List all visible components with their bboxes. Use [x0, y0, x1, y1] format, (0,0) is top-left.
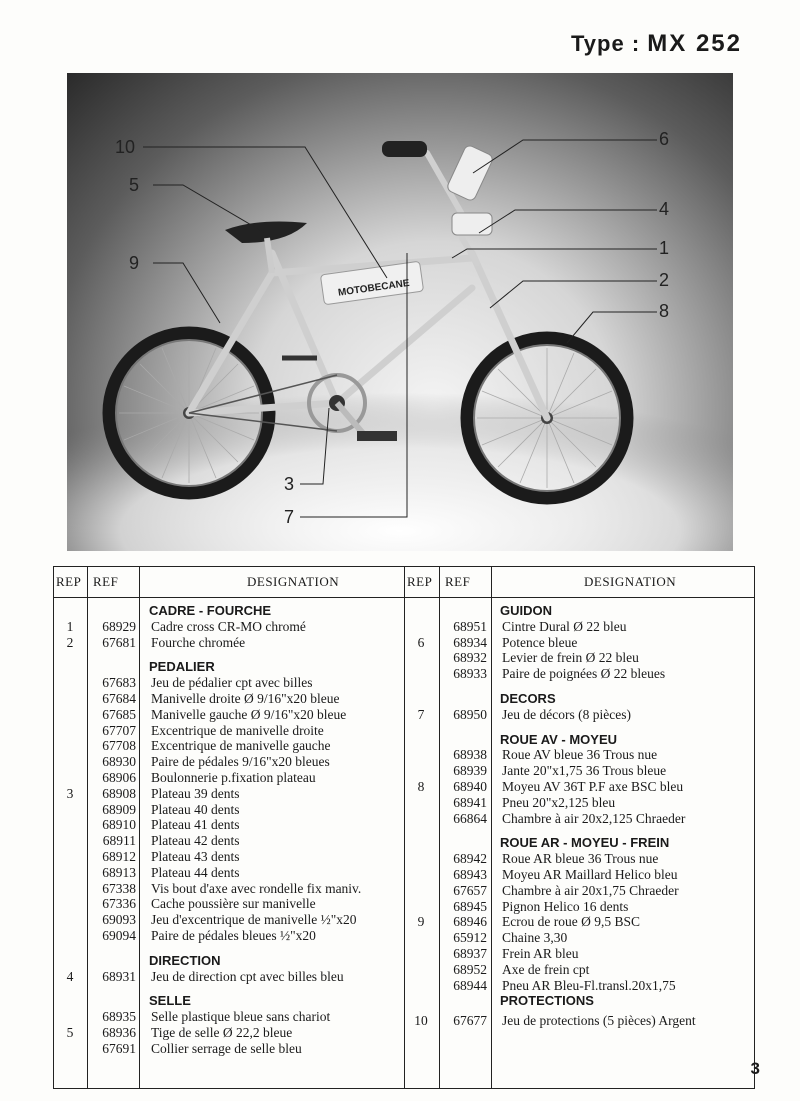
part-designation: Potence bleue	[502, 634, 578, 650]
part-ref: 67681	[102, 634, 136, 650]
section-title: ROUE AR - MOYEU - FREIN	[500, 835, 670, 851]
part-ref: 67657	[453, 882, 487, 898]
part-ref: 68936	[102, 1024, 136, 1040]
part-designation: Ecrou de roue Ø 9,5 BSC	[502, 914, 640, 930]
part-designation: Boulonnerie p.fixation plateau	[151, 769, 316, 785]
part-designation: Chambre à air 20x1,75 Chraeder	[502, 882, 679, 898]
part-row	[54, 707, 404, 723]
spacer	[405, 723, 754, 732]
part-row	[405, 883, 754, 899]
part-row	[54, 1041, 404, 1057]
part-ref: 68931	[102, 968, 136, 984]
part-row	[54, 865, 404, 881]
part-rep: 10	[414, 1013, 428, 1029]
part-designation: Cache poussière sur manivelle	[151, 896, 316, 912]
spacer	[54, 650, 404, 659]
part-row	[405, 946, 754, 962]
part-designation: Jeu d'excentrique de manivelle ½"x20	[151, 912, 357, 928]
part-ref: 68933	[453, 666, 487, 682]
part-designation: Jeu de protections (5 pièces) Argent	[502, 1013, 696, 1029]
pedal	[357, 431, 397, 441]
part-row	[54, 833, 404, 849]
part-ref: 67708	[102, 738, 136, 754]
part-ref: 67336	[102, 896, 136, 912]
part-ref: 65912	[453, 930, 487, 946]
part-row	[54, 881, 404, 897]
part-ref: 68946	[453, 914, 487, 930]
part-designation: Roue AR bleue 36 Trous nue	[502, 851, 659, 867]
part-designation: Roue AV bleue 36 Trous nue	[502, 747, 658, 763]
part-designation: Manivelle droite Ø 9/16"x20 bleue	[151, 690, 340, 706]
part-row	[54, 1009, 404, 1025]
page-title	[571, 30, 742, 58]
part-designation: Levier de frein Ø 22 bleu	[502, 650, 639, 666]
part-designation: Jeu de décors (8 pièces)	[502, 706, 631, 722]
part-row	[405, 619, 754, 635]
part-row	[54, 802, 404, 818]
part-designation: Pneu 20"x2,125 bleu	[502, 794, 616, 810]
part-ref: 68932	[453, 650, 487, 666]
part-designation: Plateau 40 dents	[151, 801, 240, 817]
model-name: MX 252	[647, 30, 742, 57]
part-ref: 67683	[102, 675, 136, 691]
part-designation: Moyeu AR Maillard Helico bleu	[502, 866, 678, 882]
part-ref: 67691	[102, 1040, 136, 1056]
stem-pad	[452, 213, 492, 235]
section-title: DECORS	[500, 690, 556, 706]
parts-table	[53, 566, 755, 1089]
part-rep: 3	[66, 785, 74, 801]
part-row	[405, 867, 754, 883]
part-ref: 68935	[102, 1009, 136, 1025]
spacer	[54, 984, 404, 993]
section-title: PEDALIER	[149, 659, 215, 675]
spacer	[405, 682, 754, 691]
section-heading	[54, 993, 404, 1009]
part-row	[54, 635, 404, 651]
part-ref: 68940	[453, 778, 487, 794]
part-ref: 67684	[102, 690, 136, 706]
part-row	[54, 770, 404, 786]
part-row	[405, 978, 754, 994]
part-ref: 68950	[453, 706, 487, 722]
section-title: DIRECTION	[149, 952, 221, 968]
part-row	[405, 899, 754, 915]
callout-8: 8	[659, 301, 670, 321]
header-designation-left: DESIGNATION	[247, 574, 340, 589]
part-designation: Pneu AR Bleu-Fl.transl.20x1,75	[502, 977, 676, 993]
parts-column-left	[54, 603, 404, 1057]
part-ref: 67707	[102, 722, 136, 738]
part-row	[54, 817, 404, 833]
section-heading	[405, 732, 754, 748]
part-row	[405, 650, 754, 666]
header-rep-left: REP	[56, 574, 82, 589]
part-rep: 5	[66, 1024, 74, 1040]
part-designation: Excentrique de manivelle droite	[151, 722, 324, 738]
part-ref: 68939	[453, 763, 487, 779]
part-designation: Jante 20"x1,75 36 Trous bleue	[502, 763, 667, 779]
part-row	[54, 619, 404, 635]
part-ref: 68943	[453, 866, 487, 882]
part-ref: 68938	[453, 747, 487, 763]
part-ref: 68951	[453, 618, 487, 634]
part-rep: 1	[66, 618, 74, 634]
callout-6: 6	[659, 129, 670, 149]
part-ref: 68912	[102, 848, 136, 864]
part-row	[54, 754, 404, 770]
callout-1: 1	[659, 238, 670, 258]
callout-10: 10	[115, 137, 136, 157]
part-ref: 67677	[453, 1013, 487, 1029]
part-ref: 68908	[102, 785, 136, 801]
section-title: GUIDON	[500, 603, 552, 618]
part-row	[54, 723, 404, 739]
part-rep: 2	[66, 634, 74, 650]
part-ref: 68952	[453, 961, 487, 977]
part-row	[405, 851, 754, 867]
part-designation: Chaine 3,30	[502, 930, 568, 946]
page-number: 3	[750, 1059, 760, 1078]
part-ref: 68941	[453, 794, 487, 810]
part-ref: 68930	[102, 754, 136, 770]
part-ref: 68944	[453, 977, 487, 993]
part-row	[54, 738, 404, 754]
part-ref: 68937	[453, 945, 487, 961]
part-designation: Manivelle gauche Ø 9/16"x20 bleue	[151, 706, 347, 722]
section-heading	[405, 603, 754, 619]
part-rep: 4	[66, 968, 74, 984]
part-row	[405, 666, 754, 682]
part-designation: Chambre à air 20x2,125 Chraeder	[502, 810, 686, 826]
type-label: Type :	[571, 31, 641, 56]
section-heading	[54, 659, 404, 675]
part-ref: 68945	[453, 898, 487, 914]
frame-brand-text: MOTOBECANE	[337, 277, 411, 299]
bike-illustration	[67, 73, 733, 551]
part-row	[405, 635, 754, 651]
callout-7: 7	[284, 507, 295, 527]
part-designation: Tige de selle Ø 22,2 bleue	[151, 1024, 293, 1040]
part-row	[405, 795, 754, 811]
part-ref: 68942	[453, 851, 487, 867]
part-ref: 68934	[453, 634, 487, 650]
header-rep-right: REP	[407, 574, 433, 589]
part-row	[54, 849, 404, 865]
bike-photo	[67, 73, 733, 551]
part-row	[405, 914, 754, 930]
part-designation: Vis bout d'axe avec rondelle fix maniv.	[151, 880, 362, 896]
part-ref: 66864	[453, 810, 487, 826]
part-designation: Plateau 43 dents	[151, 848, 240, 864]
part-row	[405, 707, 754, 723]
part-designation: Cadre cross CR-MO chromé	[151, 618, 306, 634]
part-row	[405, 779, 754, 795]
part-row	[54, 969, 404, 985]
callout-3: 3	[284, 474, 295, 494]
callout-2: 2	[659, 270, 670, 290]
part-ref: 68909	[102, 801, 136, 817]
section-title: ROUE AV - MOYEU	[500, 731, 618, 747]
part-designation: Cintre Dural Ø 22 bleu	[502, 618, 627, 634]
part-designation: Jeu de direction cpt avec billes bleu	[151, 968, 344, 984]
part-designation: Paire de poignées Ø 22 bleues	[502, 666, 666, 682]
section-heading	[405, 691, 754, 707]
part-designation: Pignon Helico 16 dents	[502, 898, 629, 914]
part-designation: Plateau 39 dents	[151, 785, 240, 801]
part-rep: 8	[417, 778, 425, 794]
part-ref: 69093	[102, 912, 136, 928]
header-ref-left: REF	[93, 574, 119, 589]
part-row	[54, 691, 404, 707]
part-designation: Selle plastique bleue sans chariot	[151, 1009, 331, 1025]
section-heading	[405, 993, 754, 1009]
part-designation: Collier serrage de selle bleu	[151, 1040, 302, 1056]
part-ref: 68906	[102, 769, 136, 785]
section-title: SELLE	[149, 993, 191, 1009]
part-ref: 68929	[102, 618, 136, 634]
section-heading	[54, 603, 404, 619]
part-designation: Plateau 44 dents	[151, 864, 240, 880]
part-row	[405, 1013, 754, 1029]
part-designation: Plateau 41 dents	[151, 817, 240, 833]
part-designation: Axe de frein cpt	[502, 961, 590, 977]
part-designation: Excentrique de manivelle gauche	[151, 738, 331, 754]
part-row	[54, 1025, 404, 1041]
section-title: PROTECTIONS	[500, 993, 594, 1009]
part-ref: 67685	[102, 706, 136, 722]
part-row	[405, 930, 754, 946]
section-title: CADRE - FOURCHE	[149, 603, 272, 618]
part-row	[54, 675, 404, 691]
part-ref: 68913	[102, 864, 136, 880]
left-grip	[382, 141, 427, 157]
part-row	[405, 962, 754, 978]
part-row	[405, 811, 754, 827]
header-designation-right: DESIGNATION	[584, 574, 677, 589]
part-rep: 7	[417, 706, 425, 722]
part-row	[54, 786, 404, 802]
parts-column-right	[405, 603, 754, 1029]
callout-5: 5	[129, 175, 140, 195]
part-designation: Paire de pédales bleues ½"x20	[151, 927, 316, 943]
section-heading	[54, 953, 404, 969]
callout-4: 4	[659, 199, 670, 219]
part-designation: Frein AR bleu	[502, 945, 579, 961]
header-ref-right: REF	[445, 574, 471, 589]
part-row	[54, 912, 404, 928]
part-ref: 69094	[102, 927, 136, 943]
part-ref: 67338	[102, 880, 136, 896]
part-ref: 68911	[102, 833, 136, 849]
part-row	[405, 747, 754, 763]
part-designation: Jeu de pédalier cpt avec billes	[151, 675, 313, 691]
part-designation: Fourche chromée	[151, 634, 246, 650]
part-rep: 9	[417, 914, 425, 930]
part-row	[54, 928, 404, 944]
part-designation: Paire de pédales 9/16"x20 bleues	[151, 754, 330, 770]
part-row	[405, 763, 754, 779]
part-ref: 68910	[102, 817, 136, 833]
spacer	[405, 826, 754, 835]
callout-9: 9	[129, 253, 140, 273]
section-heading	[405, 835, 754, 851]
part-row	[54, 896, 404, 912]
part-designation: Moyeu AV 36T P.F axe BSC bleu	[502, 778, 684, 794]
part-designation: Plateau 42 dents	[151, 833, 240, 849]
spacer	[54, 944, 404, 953]
part-rep: 6	[417, 634, 425, 650]
